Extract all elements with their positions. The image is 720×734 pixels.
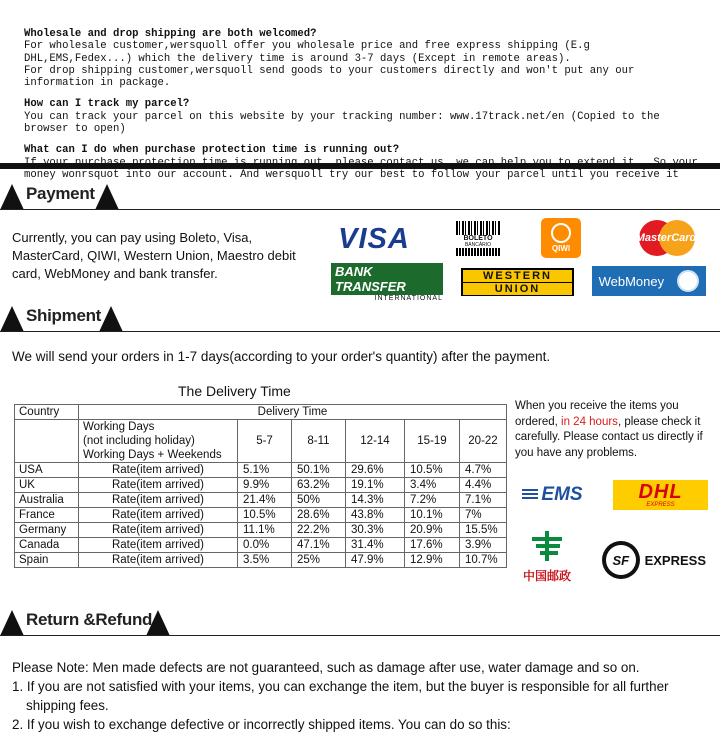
triangle-left-icon — [0, 184, 24, 210]
range-header: 15-19 — [405, 420, 460, 463]
shipment-heading-bar — [0, 298, 720, 332]
china-post-logo: 中国邮政 — [512, 528, 582, 586]
heading-rule — [0, 331, 720, 333]
faq-answer: For wholesale customer,wersquoll offer you wholesale price and free express shipping (E.g DHL,EMS,Fedex...) which the delivery time is around 3-7 days (Except in remote areas). — [24, 40, 590, 65]
range-header: 12-14 — [346, 420, 405, 463]
working-days-label: Working Days — [79, 420, 238, 435]
faq-answer: You can track your parcel on this website by your tracking number: www.17track.net/en (Copied to the browser to open) — [24, 110, 660, 136]
table-row: Germany Rate(item arrived) 11.1% 22.2% 30.3% 20.9% 15.5% — [15, 523, 507, 538]
payment-heading-bar — [0, 176, 720, 210]
range-header: 5-7 — [238, 420, 292, 463]
bank-transfer-logo: BANK TRANSFER INTERNATIONAL — [331, 269, 443, 296]
section-divider — [0, 163, 720, 169]
payment-heading: Payment — [26, 184, 95, 203]
refund-policy — [12, 658, 717, 734]
table-row: UK Rate(item arrived) 9.9% 63.2% 19.1% 3.4% 4.4% — [15, 478, 507, 493]
china-post-icon — [532, 531, 562, 561]
barcode-icon — [456, 221, 500, 235]
range-header: 8-11 — [292, 420, 346, 463]
triangle-left-icon — [0, 306, 24, 332]
delivery-table-title: The Delivery Time — [178, 383, 291, 399]
western-union-logo: WESTERN UNION — [461, 268, 574, 296]
table-row: Australia Rate(item arrived) 21.4% 50% 14.3% 7.2% 7.1% — [15, 493, 507, 508]
webmoney-logo: WebMoney — [592, 266, 706, 296]
mastercard-logo: MasterCard — [633, 218, 699, 258]
notice-highlight: in 24 hours — [561, 415, 618, 428]
dhl-logo: DHL EXPRESS — [613, 480, 708, 510]
receive-notice: When you receive the items you ordered, in 24 hours, please check it carefully. Please contact us directly if you have any problems. — [515, 400, 703, 459]
range-header: 20-22 — [460, 420, 507, 463]
faq-section — [24, 28, 704, 181]
refund-item-continued: shipping fees. — [26, 698, 109, 713]
table-header: Country — [15, 405, 79, 420]
qiwi-logo: QIWI — [541, 218, 581, 258]
table-row: USA Rate(item arrived) 5.1% 50.1% 29.6% 10.5% 4.7% — [15, 463, 507, 478]
globe-icon — [677, 270, 699, 292]
payment-description: Currently, you can pay using Boleto, Visa, MasterCard, QIWI, Western Union, Maestro debit card, WebMoney and bank transfer. — [12, 230, 296, 281]
qiwi-circle-icon — [551, 223, 571, 243]
sf-express-logo: SF EXPRESS — [602, 538, 706, 582]
triangle-left-icon — [0, 610, 24, 636]
faq-answer: For drop shipping customer,wersquoll send goods to your customers directly and won't put any our information in package. — [24, 64, 635, 90]
refund-item: 1. If you are not satisfied with your items, you can exchange the item, but the buyer is responsible for all further — [12, 679, 669, 694]
working-days-label: (not including holiday) — [79, 434, 238, 448]
ems-logo: EMS — [515, 482, 590, 508]
table-header: Delivery Time — [79, 405, 507, 420]
faq-question: Wholesale and drop shipping are both welcomed? — [24, 28, 317, 40]
triangle-right-icon — [99, 306, 123, 332]
delivery-time-table — [14, 404, 507, 568]
heading-rule — [0, 209, 720, 211]
shipment-heading: Shipment — [26, 306, 102, 325]
sf-circle-icon: SF — [602, 541, 640, 579]
refund-note: Please Note: Men made defects are not guaranteed, such as damage after use, water damage and so on. — [12, 660, 640, 675]
triangle-right-icon — [95, 184, 119, 210]
refund-heading-bar — [0, 602, 720, 636]
table-row: Spain Rate(item arrived) 3.5% 25% 47.9% 12.9% 10.7% — [15, 553, 507, 568]
refund-item: 2. If you wish to exchange defective or incorrectly shipped items. You can do so this: — [12, 717, 511, 732]
working-days-label: Working Days + Weekends — [79, 448, 238, 463]
visa-logo: VISA — [338, 222, 410, 255]
shipment-intro: We will send your orders in 1-7 days(according to your order's quantity) after the payment. — [12, 349, 551, 364]
table-row: Canada Rate(item arrived) 0.0% 47.1% 31.4% 17.6% 3.9% — [15, 538, 507, 553]
table-row: France Rate(item arrived) 10.5% 28.6% 43.8% 10.1% 7% — [15, 508, 507, 523]
heading-rule — [0, 635, 720, 637]
boleto-logo: BOLETO BANCÁRIO — [448, 218, 508, 258]
refund-heading: Return &Refund — [26, 610, 153, 629]
triangle-right-icon — [146, 610, 170, 636]
faq-question: What can I do when purchase protection time is running out? — [24, 144, 400, 157]
faq-answer: money wonrsquot into our account. And wersquoll try our best to follow your parcel until you receive it — [24, 168, 679, 181]
faq-question: How can I track my parcel? — [24, 98, 190, 111]
